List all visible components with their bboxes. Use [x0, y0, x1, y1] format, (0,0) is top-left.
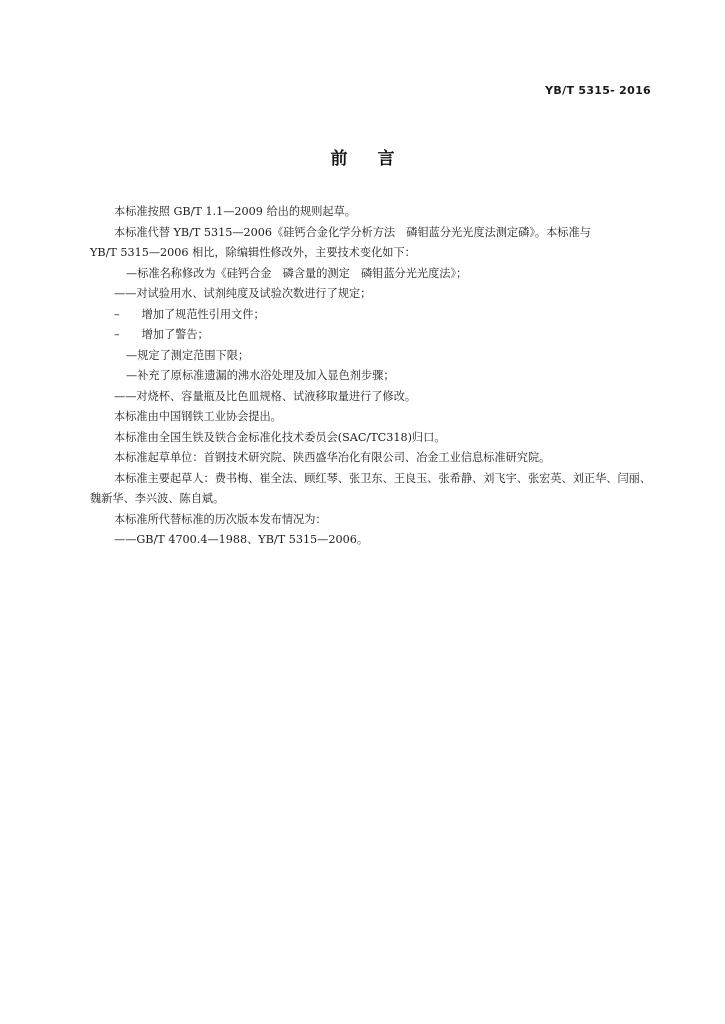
paragraph-line: 本标准所代替标准的历次版本发布情况为：: [114, 512, 327, 526]
list-item: [90, 305, 665, 326]
dash-mark: –: [114, 307, 120, 321]
paragraph-line: YB/T 5315—2006 相比，除编辑性修改外，主要技术变化如下：: [90, 246, 416, 259]
paragraph-line: 本标准按照 GB/T 1.1—2009 给出的规则起草。: [114, 205, 356, 218]
dash-mark: –: [114, 328, 120, 341]
list-item: —标准名称修改为《硅钙合金 磷含量的测定 磷钼蓝分光光度法》；: [126, 266, 468, 280]
list-item: ——对烧杯、容量瓶及比色皿规格、试液移取量进行了修改。: [114, 389, 417, 403]
list-item: ——GB/T 4700.4—1988、YB/T 5315—2006。: [114, 533, 369, 546]
foreword-body: [90, 202, 665, 551]
list-item: [90, 325, 665, 346]
paragraph-line: 本标准起草单位：首钢技术研究院、陕西盛华冶化有限公司、冶金工业信息标准研究院。: [114, 451, 551, 464]
list-item: —补充了原标准遗漏的沸水浴处理及加入显色剂步骤；: [126, 369, 395, 382]
page-title: 前言: [330, 149, 425, 169]
list-item-text: 增加了规范性引用文件；: [141, 307, 265, 321]
paragraph-line: 本标准由中国钢铁工业协会提出。: [114, 410, 282, 423]
paragraph-line: 魏新华、李兴波、陈自斌。: [90, 492, 225, 505]
list-item: —规定了测定范围下限；: [126, 348, 250, 362]
standard-number: YB/T 5315- 2016: [545, 84, 651, 97]
list-item-text: 增加了警告；: [141, 328, 209, 341]
paragraph-line: 本标准主要起草人：费书梅、崔全法、顾红琴、张卫东、王良玉、张希静、刘飞宇、张宏英、刘正华、闫丽、: [114, 471, 652, 485]
paragraph-line: 本标准由全国生铁及铁合金标准化技术委员会(SAC/TC318)归口。: [114, 430, 446, 444]
list-item: ——对试验用水、试剂纯度及试验次数进行了规定；: [114, 287, 372, 300]
paragraph-line: 本标准代替 YB/T 5315—2006《硅钙合金化学分析方法 磷钼蓝分光光度法测定磷》。本标准与: [114, 225, 591, 239]
